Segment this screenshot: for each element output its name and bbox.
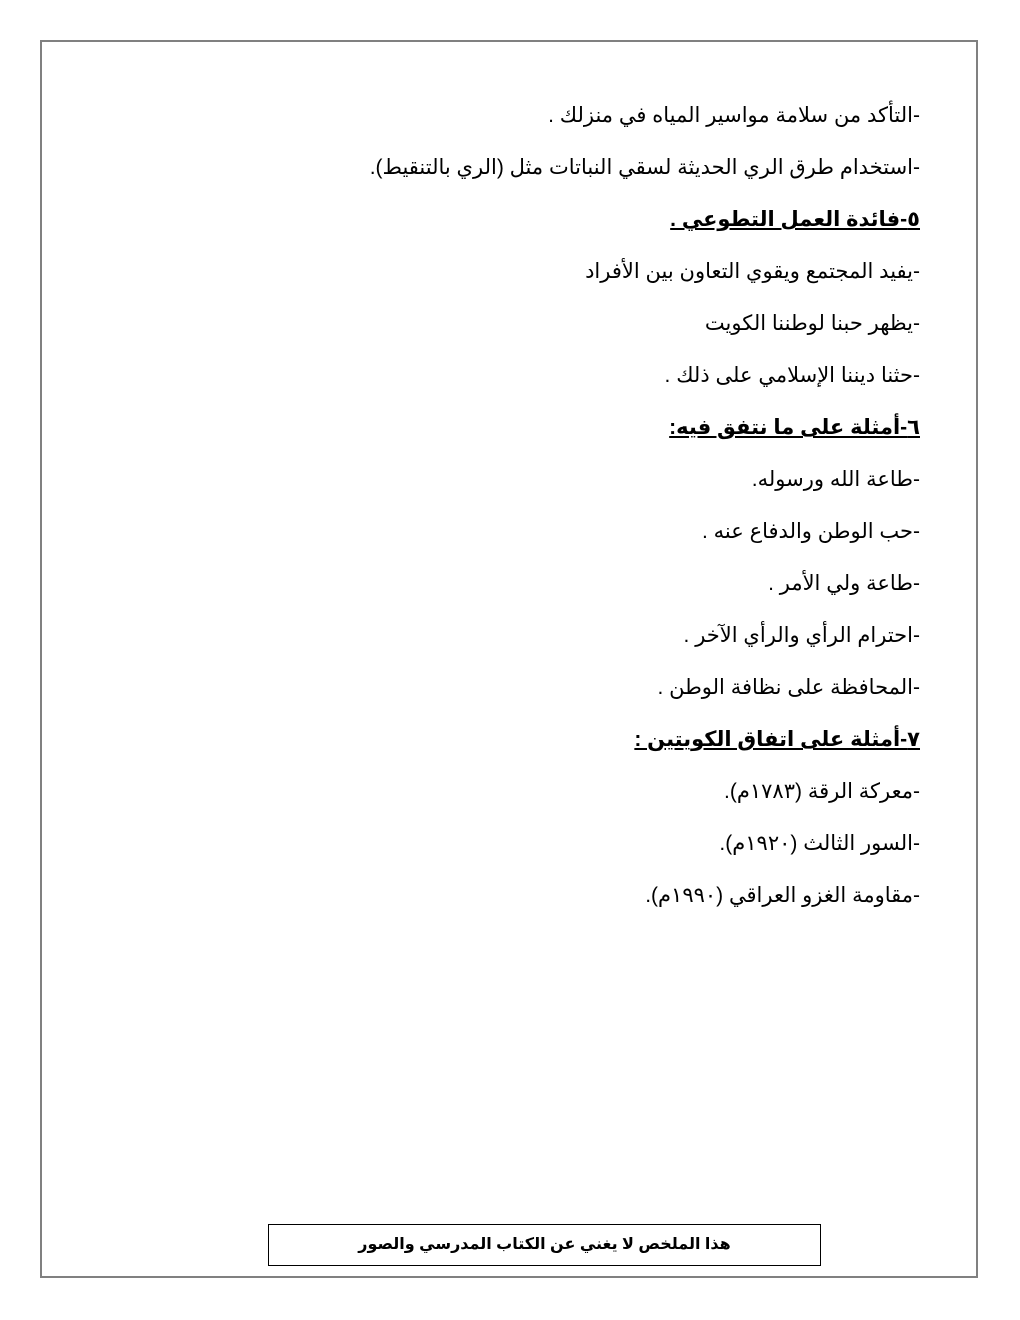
document-body [160, 90, 920, 922]
list-item: -السور الثالث (١٩٢٠م). [719, 832, 920, 855]
list-item: -طاعة الله ورسوله. [751, 468, 920, 491]
list-item: -مقاومة الغزو العراقي (١٩٩٠م). [645, 884, 920, 907]
list-item: -حثنا ديننا الإسلامي على ذلك . [664, 364, 920, 387]
list-item: -حب الوطن والدفاع عنه . [701, 520, 920, 543]
section-heading: ٧-أمثلة على اتفاق الكويتين : [634, 728, 920, 751]
list-item: -احترام الرأي والرأي الآخر . [683, 624, 920, 647]
list-item: -يفيد المجتمع ويقوي التعاون بين الأفراد [585, 260, 920, 283]
list-item: -طاعة ولي الأمر . [768, 572, 920, 595]
list-item: -يظهر حبنا لوطننا الكويت [704, 312, 920, 335]
list-item: -التأكد من سلامة مواسير المياه في منزلك . [548, 104, 920, 127]
list-item: -استخدام طرق الري الحديثة لسقي النباتات مثل (الري بالتنقيط). [369, 156, 920, 179]
list-item: -المحافظة على نظافة الوطن . [657, 676, 920, 699]
footer-note: هذا الملخص لا يغني عن الكتاب المدرسي والصور [268, 1224, 821, 1266]
list-item: -معركة الرقة (١٧٨٣م). [724, 780, 920, 803]
section-heading: ٥-فائدة العمل التطوعي . [670, 208, 920, 231]
section-heading: ٦-أمثلة على ما نتفق فيه: [669, 416, 920, 439]
